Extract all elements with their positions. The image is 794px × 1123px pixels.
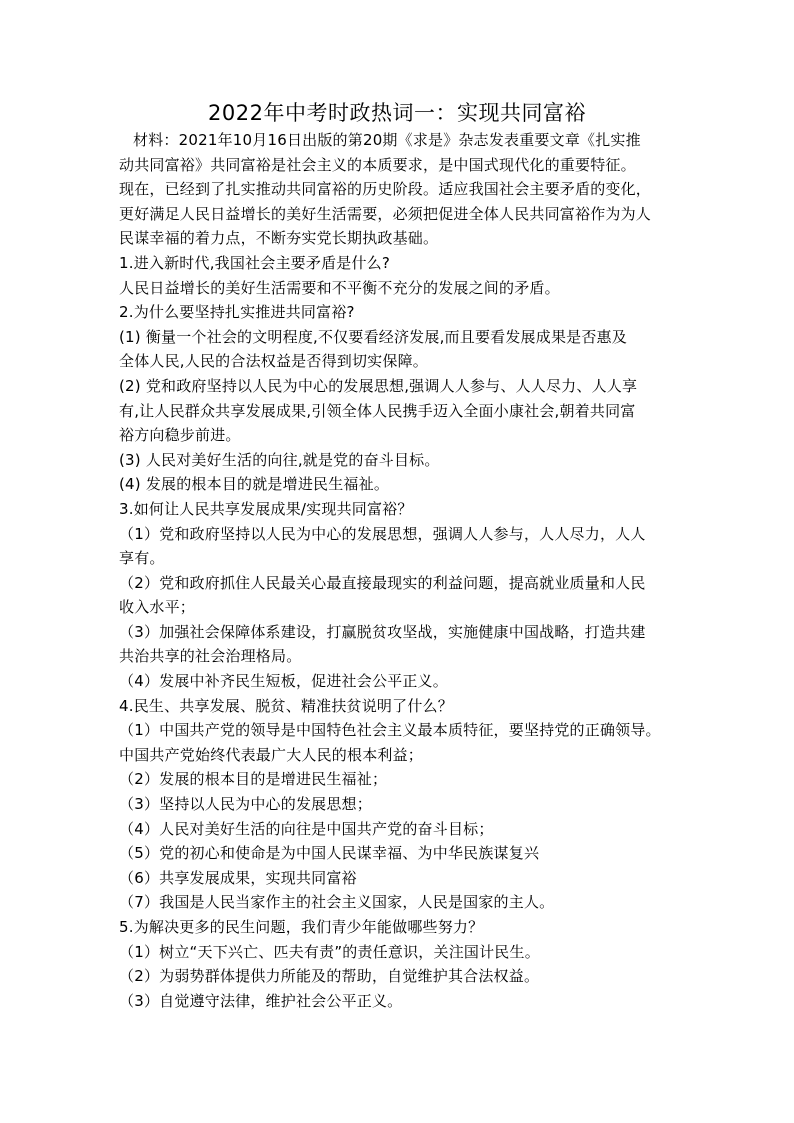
answer-line: （3）加强社会保障体系建设，打赢脱贫攻坚战，实施健康中国战略，打造共建 — [119, 622, 646, 641]
question-heading: 3.如何让人民共享发展成果/实现共同富裕？ — [119, 499, 413, 518]
material-line: 现在，已经到了扎实推动共同富裕的历史阶段。适应我国社会主要矛盾的变化， — [119, 180, 652, 199]
answer-line: （1）中国共产党的领导是中国特色社会主义最本质特征，要坚持党的正确领导。 — [119, 721, 661, 740]
answer-line: （3）坚持以人民为中心的发展思想； — [119, 795, 372, 814]
answer-line: 收入水平； — [119, 598, 196, 617]
question-heading: 1.进入新时代,我国社会主要矛盾是什么? — [119, 253, 391, 272]
material-line: 材料：2021年10月16日出版的第20期《求是》杂志发表重要文章《扎实推 — [133, 131, 641, 149]
answer-line: （3）自觉遵守法律，维护社会公平正义。 — [119, 991, 403, 1010]
answer-line: (3) 人民对美好生活的向往,就是党的奋斗目标。 — [119, 450, 440, 469]
answer-line: （4）发展中补齐民生短板，促进社会公平正义。 — [119, 672, 448, 691]
question-heading: 5.为解决更多的民生问题，我们青少年能做哪些努力？ — [119, 918, 484, 936]
document-title: 2022年中考时政热词一：实现共同富裕 — [208, 101, 586, 125]
answer-line: (2) 党和政府坚持以人民为中心的发展思想,强调人人参与、人人尽力、人人享 — [119, 376, 638, 395]
answer-line: （2）党和政府抓住人民最关心最直接最现实的利益问题，提高就业质量和人民 — [119, 573, 646, 592]
answer-line: （5）党的初心和使命是为中国人民谋幸福、为中华民族谋复兴 — [119, 844, 540, 863]
answer-line: 享有。 — [119, 549, 165, 568]
answer-line: (1) 衡量一个社会的文明程度,不仅要看经济发展,而且要看发展成果是否惠及 — [119, 327, 627, 346]
answer-line: （6）共享发展成果，实现共同富裕 — [119, 868, 357, 887]
answer-line: 全体人民,人民的合法权益是否得到切实保障。 — [119, 352, 428, 371]
answer-line: (4) 发展的根本目的就是增进民生福祉。 — [119, 475, 390, 494]
question-heading: 2.为什么要坚持扎实推进共同富裕? — [119, 303, 355, 322]
answer-line: 裕方向稳步前进。 — [119, 426, 241, 445]
document-body — [119, 128, 699, 1013]
answer-line: 人民日益增长的美好生活需要和不平衡不充分的发展之间的矛盾。 — [119, 278, 560, 297]
material-line: 更好满足人民日益增长的美好生活需要，必须把促进全体人民共同富裕作为为人 — [119, 204, 652, 223]
material-line: 民谋幸福的着力点，不断夯实党长期执政基础。 — [119, 229, 439, 248]
answer-line: （2）发展的根本目的是增进民生福祉； — [119, 770, 388, 789]
material-line: 动共同富裕》共同富裕是社会主义的本质要求，是中国式现代化的重要特征。 — [119, 155, 636, 174]
answer-line: 中国共产党始终代表最广大人民的根本利益； — [119, 745, 424, 764]
answer-line: （1）党和政府坚持以人民为中心的发展思想，强调人人参与，人人尽力，人人 — [119, 524, 646, 543]
answer-line: 有,让人民群众共享发展成果,引领全体人民携手迈入全面小康社会,朝着共同富 — [119, 401, 636, 420]
answer-line: （4）人民对美好生活的向往是中国共产党的奋斗目标； — [119, 819, 494, 838]
answer-line: （7）我国是人民当家作主的社会主义国家，人民是国家的主人。 — [119, 893, 555, 912]
question-heading: 4.民生、共享发展、脱贫、精准扶贫说明了什么？ — [119, 696, 453, 715]
answer-line: （2）为弱势群体提供力所能及的帮助，自觉维护其合法权益。 — [119, 967, 540, 986]
answer-line: 共治共享的社会治理格局。 — [119, 647, 302, 666]
answer-line: （1）树立“天下兴亡、匹夫有责”的责任意识，关注国计民生。 — [119, 942, 540, 961]
